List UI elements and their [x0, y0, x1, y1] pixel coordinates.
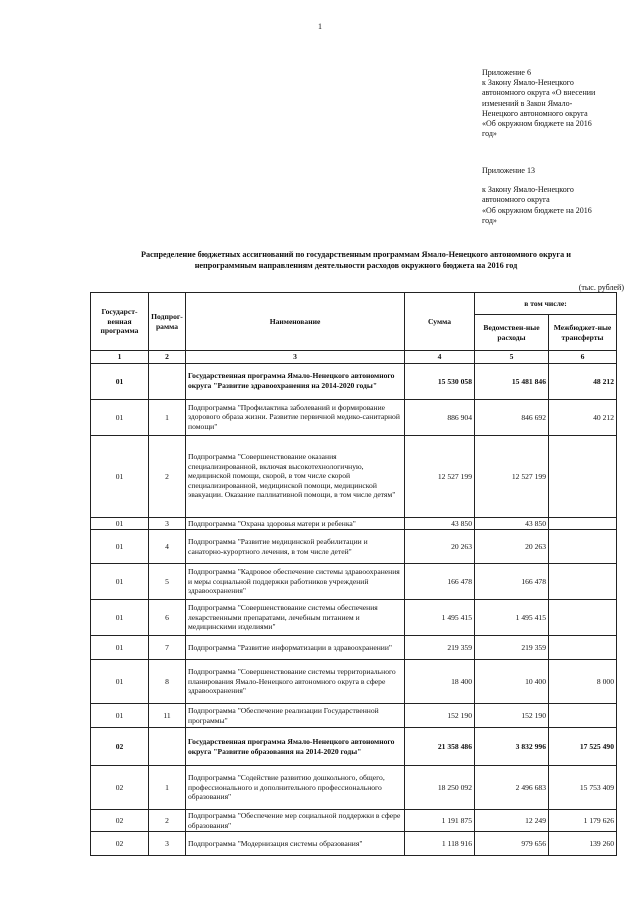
annex-13-title: Приложение 13	[482, 166, 535, 175]
subprogram-code-cell: 1	[149, 399, 186, 435]
sum-cell: 152 190	[405, 704, 475, 728]
document-title	[96, 249, 616, 271]
name-cell: Подпрограмма "Обеспечение реализации Государственной программы"	[186, 704, 405, 728]
sum-cell: 21 358 486	[405, 728, 475, 766]
annex-6-line: «Об окружном бюджете на 2016	[482, 119, 592, 129]
table-row	[91, 810, 617, 832]
sum-cell: 12 527 199	[405, 435, 475, 517]
name-cell: Подпрограмма "Совершенствование системы обеспечения лекарственными препаратами, лечебным питанием и медицинскими изделиями"	[186, 600, 405, 636]
subprogram-code-cell: 7	[149, 636, 186, 660]
program-code-cell: 02	[91, 728, 149, 766]
program-code-cell: 01	[91, 704, 149, 728]
table-row	[91, 636, 617, 660]
annex-6-line: год»	[482, 129, 497, 139]
header-program: Государст-венная программа	[91, 293, 149, 351]
program-code-cell: 01	[91, 600, 149, 636]
program-code-cell: 01	[91, 564, 149, 600]
interbudget-cell: 139 260	[549, 832, 617, 856]
program-code-cell: 01	[91, 530, 149, 564]
departmental-cell: 43 850	[475, 517, 549, 530]
departmental-cell: 3 832 996	[475, 728, 549, 766]
sum-cell: 18 250 092	[405, 766, 475, 810]
departmental-cell: 20 263	[475, 530, 549, 564]
table-row	[91, 660, 617, 704]
table-row	[91, 435, 617, 517]
table-row	[91, 564, 617, 600]
column-number: 6	[549, 351, 617, 364]
subprogram-code-cell: 1	[149, 766, 186, 810]
departmental-cell: 12 527 199	[475, 435, 549, 517]
name-cell: Подпрограмма "Совершенствование оказания специализированной, включая высокотехнологичную, медицинской помощи, скорой, в том числе скорой специализированной, медицинской помощи, медицинской эвакуации. Оказание паллиативной помощи, в том числе детям"	[186, 435, 405, 517]
subprogram-code-cell: 11	[149, 704, 186, 728]
interbudget-cell	[549, 517, 617, 530]
name-cell: Государственная программа Ямало-Ненецкого автономного округа "Развитие образования на 2014-2020 годы"	[186, 728, 405, 766]
subprogram-code-cell: 5	[149, 564, 186, 600]
interbudget-cell: 15 753 409	[549, 766, 617, 810]
column-number: 4	[405, 351, 475, 364]
name-cell: Подпрограмма "Содействие развитию дошкольного, общего, профессионального и дополнительного профессионального образования"	[186, 766, 405, 810]
interbudget-cell: 40 212	[549, 399, 617, 435]
departmental-cell: 1 495 415	[475, 600, 549, 636]
name-cell: Подпрограмма "Кадровое обеспечение системы здравоохранения и меры социальной поддержки работников учреждений здравоохранения"	[186, 564, 405, 600]
name-cell: Подпрограмма "Профилактика заболеваний и формирование здорового образа жизни. Развитие первичной медико-санитарной помощи"	[186, 399, 405, 435]
name-cell: Подпрограмма "Модернизация системы образования"	[186, 832, 405, 856]
sum-cell: 219 359	[405, 636, 475, 660]
interbudget-cell: 8 000	[549, 660, 617, 704]
table-row	[91, 600, 617, 636]
document-title-line: Распределение бюджетных ассигнований по государственным программам Ямало-Ненецкого автономного округа и	[141, 250, 571, 259]
sum-cell: 1 495 415	[405, 600, 475, 636]
departmental-cell: 846 692	[475, 399, 549, 435]
table-row	[91, 530, 617, 564]
program-code-cell: 02	[91, 766, 149, 810]
sum-cell: 15 530 058	[405, 363, 475, 399]
subprogram-code-cell: 4	[149, 530, 186, 564]
header-name: Наименование	[186, 293, 405, 351]
program-code-cell: 01	[91, 435, 149, 517]
annex-6-line: автономного округа «О внесении	[482, 88, 596, 98]
sum-cell: 1 118 916	[405, 832, 475, 856]
departmental-cell: 15 481 846	[475, 363, 549, 399]
column-number: 3	[186, 351, 405, 364]
name-cell: Подпрограмма "Охрана здоровья матери и ребенка"	[186, 517, 405, 530]
interbudget-cell: 17 525 490	[549, 728, 617, 766]
subprogram-code-cell: 2	[149, 810, 186, 832]
annex-13-line: к Закону Ямало-Ненецкого	[482, 185, 574, 195]
departmental-cell: 10 400	[475, 660, 549, 704]
annex-13-header	[482, 166, 632, 226]
subprogram-code-cell: 6	[149, 600, 186, 636]
column-number: 5	[475, 351, 549, 364]
header-subprogram: Подпрог-рамма	[149, 293, 186, 351]
annex-13-line: автономного округа	[482, 195, 550, 205]
interbudget-cell	[549, 530, 617, 564]
departmental-cell: 979 656	[475, 832, 549, 856]
subprogram-code-cell: 2	[149, 435, 186, 517]
sum-cell: 886 904	[405, 399, 475, 435]
table-row	[91, 704, 617, 728]
table-row	[91, 517, 617, 530]
table-row	[91, 363, 617, 399]
header-sum: Сумма	[405, 293, 475, 351]
table-row	[91, 766, 617, 810]
interbudget-cell: 1 179 626	[549, 810, 617, 832]
interbudget-cell	[549, 564, 617, 600]
subprogram-code-cell: 3	[149, 832, 186, 856]
program-code-cell: 02	[91, 832, 149, 856]
interbudget-cell	[549, 600, 617, 636]
name-cell: Подпрограмма "Развитие информатизации в здравоохранении"	[186, 636, 405, 660]
sum-cell: 20 263	[405, 530, 475, 564]
budget-table-body	[91, 363, 617, 856]
annex-6-line: Приложение 6	[482, 68, 531, 77]
interbudget-cell	[549, 636, 617, 660]
subprogram-code-cell	[149, 363, 186, 399]
table-row	[91, 399, 617, 435]
name-cell: Подпрограмма "Обеспечение мер социальной поддержки в сфере образования"	[186, 810, 405, 832]
sum-cell: 166 478	[405, 564, 475, 600]
subprogram-code-cell: 8	[149, 660, 186, 704]
annex-13-line: год»	[482, 215, 497, 225]
column-number: 2	[149, 351, 186, 364]
page-number: 1	[318, 22, 322, 31]
name-cell: Подпрограмма "Развитие медицинской реабилитации и санаторно-курортного лечения, в том числе детей"	[186, 530, 405, 564]
name-cell: Государственная программа Ямало-Ненецкого автономного округа "Развитие здравоохранения на 2014-2020 годы"	[186, 363, 405, 399]
header-departmental: Ведомствен-ные расходы	[475, 315, 549, 351]
annex-13-line: «Об окружном бюджете на 2016	[482, 205, 592, 215]
departmental-cell: 219 359	[475, 636, 549, 660]
subprogram-code-cell: 3	[149, 517, 186, 530]
program-code-cell: 01	[91, 363, 149, 399]
name-cell: Подпрограмма "Совершенствование системы территориального планирования Ямало-Ненецкого автономного округа в сфере здравоохранения"	[186, 660, 405, 704]
table-row	[91, 832, 617, 856]
annex-6-line: к Закону Ямало-Ненецкого	[482, 78, 574, 88]
table-row	[91, 728, 617, 766]
program-code-cell: 01	[91, 660, 149, 704]
departmental-cell: 166 478	[475, 564, 549, 600]
units-label: (тыс. рублей)	[578, 283, 624, 292]
departmental-cell: 2 496 683	[475, 766, 549, 810]
departmental-cell: 12 249	[475, 810, 549, 832]
program-code-cell: 01	[91, 399, 149, 435]
subprogram-code-cell	[149, 728, 186, 766]
interbudget-cell	[549, 704, 617, 728]
interbudget-cell	[549, 435, 617, 517]
sum-cell: 1 191 875	[405, 810, 475, 832]
column-number: 1	[91, 351, 149, 364]
annex-6-line: Ненецкого автономного округа	[482, 108, 588, 118]
annex-6-line: изменений в Закон Ямало-	[482, 98, 573, 108]
annex-6-header	[482, 68, 632, 139]
program-code-cell: 02	[91, 810, 149, 832]
header-including: в том числе:	[475, 293, 617, 315]
sum-cell: 43 850	[405, 517, 475, 530]
departmental-cell: 152 190	[475, 704, 549, 728]
header-interbudget: Межбюджет-ные трансферты	[549, 315, 617, 351]
document-title-line: непрограммным направлениям деятельности расходов окружного бюджета на 2016 год	[194, 261, 518, 270]
budget-table	[90, 292, 617, 856]
sum-cell: 18 400	[405, 660, 475, 704]
interbudget-cell: 48 212	[549, 363, 617, 399]
program-code-cell: 01	[91, 517, 149, 530]
program-code-cell: 01	[91, 636, 149, 660]
